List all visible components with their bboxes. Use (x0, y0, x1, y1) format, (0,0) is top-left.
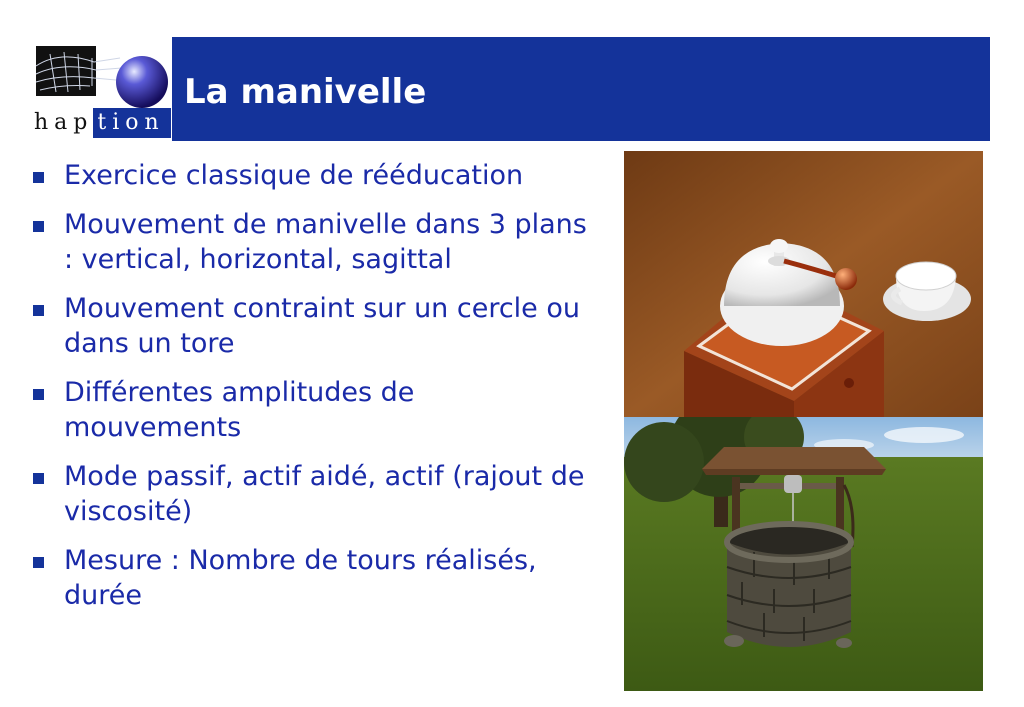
bullet-square-icon (33, 172, 44, 183)
bullet-text: Mouvement contraint sur un cercle ou dans un tore (64, 293, 581, 359)
bullet-item (30, 158, 600, 193)
title-bar (172, 37, 990, 141)
bullet-item (30, 291, 600, 361)
bullet-square-icon (33, 557, 44, 568)
bullet-text: Mesure : Nombre de tours réalisés, durée (64, 545, 537, 611)
slide-title: La manivelle (184, 72, 427, 112)
bullet-item (30, 543, 600, 613)
bullet-item (30, 459, 600, 529)
coffee-grinder-image (624, 151, 983, 417)
haption-logo (30, 40, 172, 138)
logo-hand-sphere-graphic (30, 40, 172, 110)
bullet-square-icon (33, 305, 44, 316)
bullet-text: Mode passif, actif aidé, actif (rajout de viscosité) (64, 461, 585, 527)
logo-wordmark (30, 108, 172, 138)
bullet-text: Différentes amplitudes de mouvements (64, 377, 415, 443)
logo-wordmark-part2: tion (93, 108, 170, 138)
bullet-list (30, 158, 600, 627)
bullet-item (30, 207, 600, 277)
bullet-square-icon (33, 389, 44, 400)
bullet-text: Mouvement de manivelle dans 3 plans : vertical, horizontal, sagittal (64, 209, 587, 275)
logo-wordmark-part1: hap (34, 110, 94, 135)
bullet-square-icon (33, 221, 44, 232)
wishing-well-image (624, 417, 983, 691)
bullet-item (30, 375, 600, 445)
bullet-text: Exercice classique de rééducation (64, 160, 524, 191)
bullet-square-icon (33, 473, 44, 484)
